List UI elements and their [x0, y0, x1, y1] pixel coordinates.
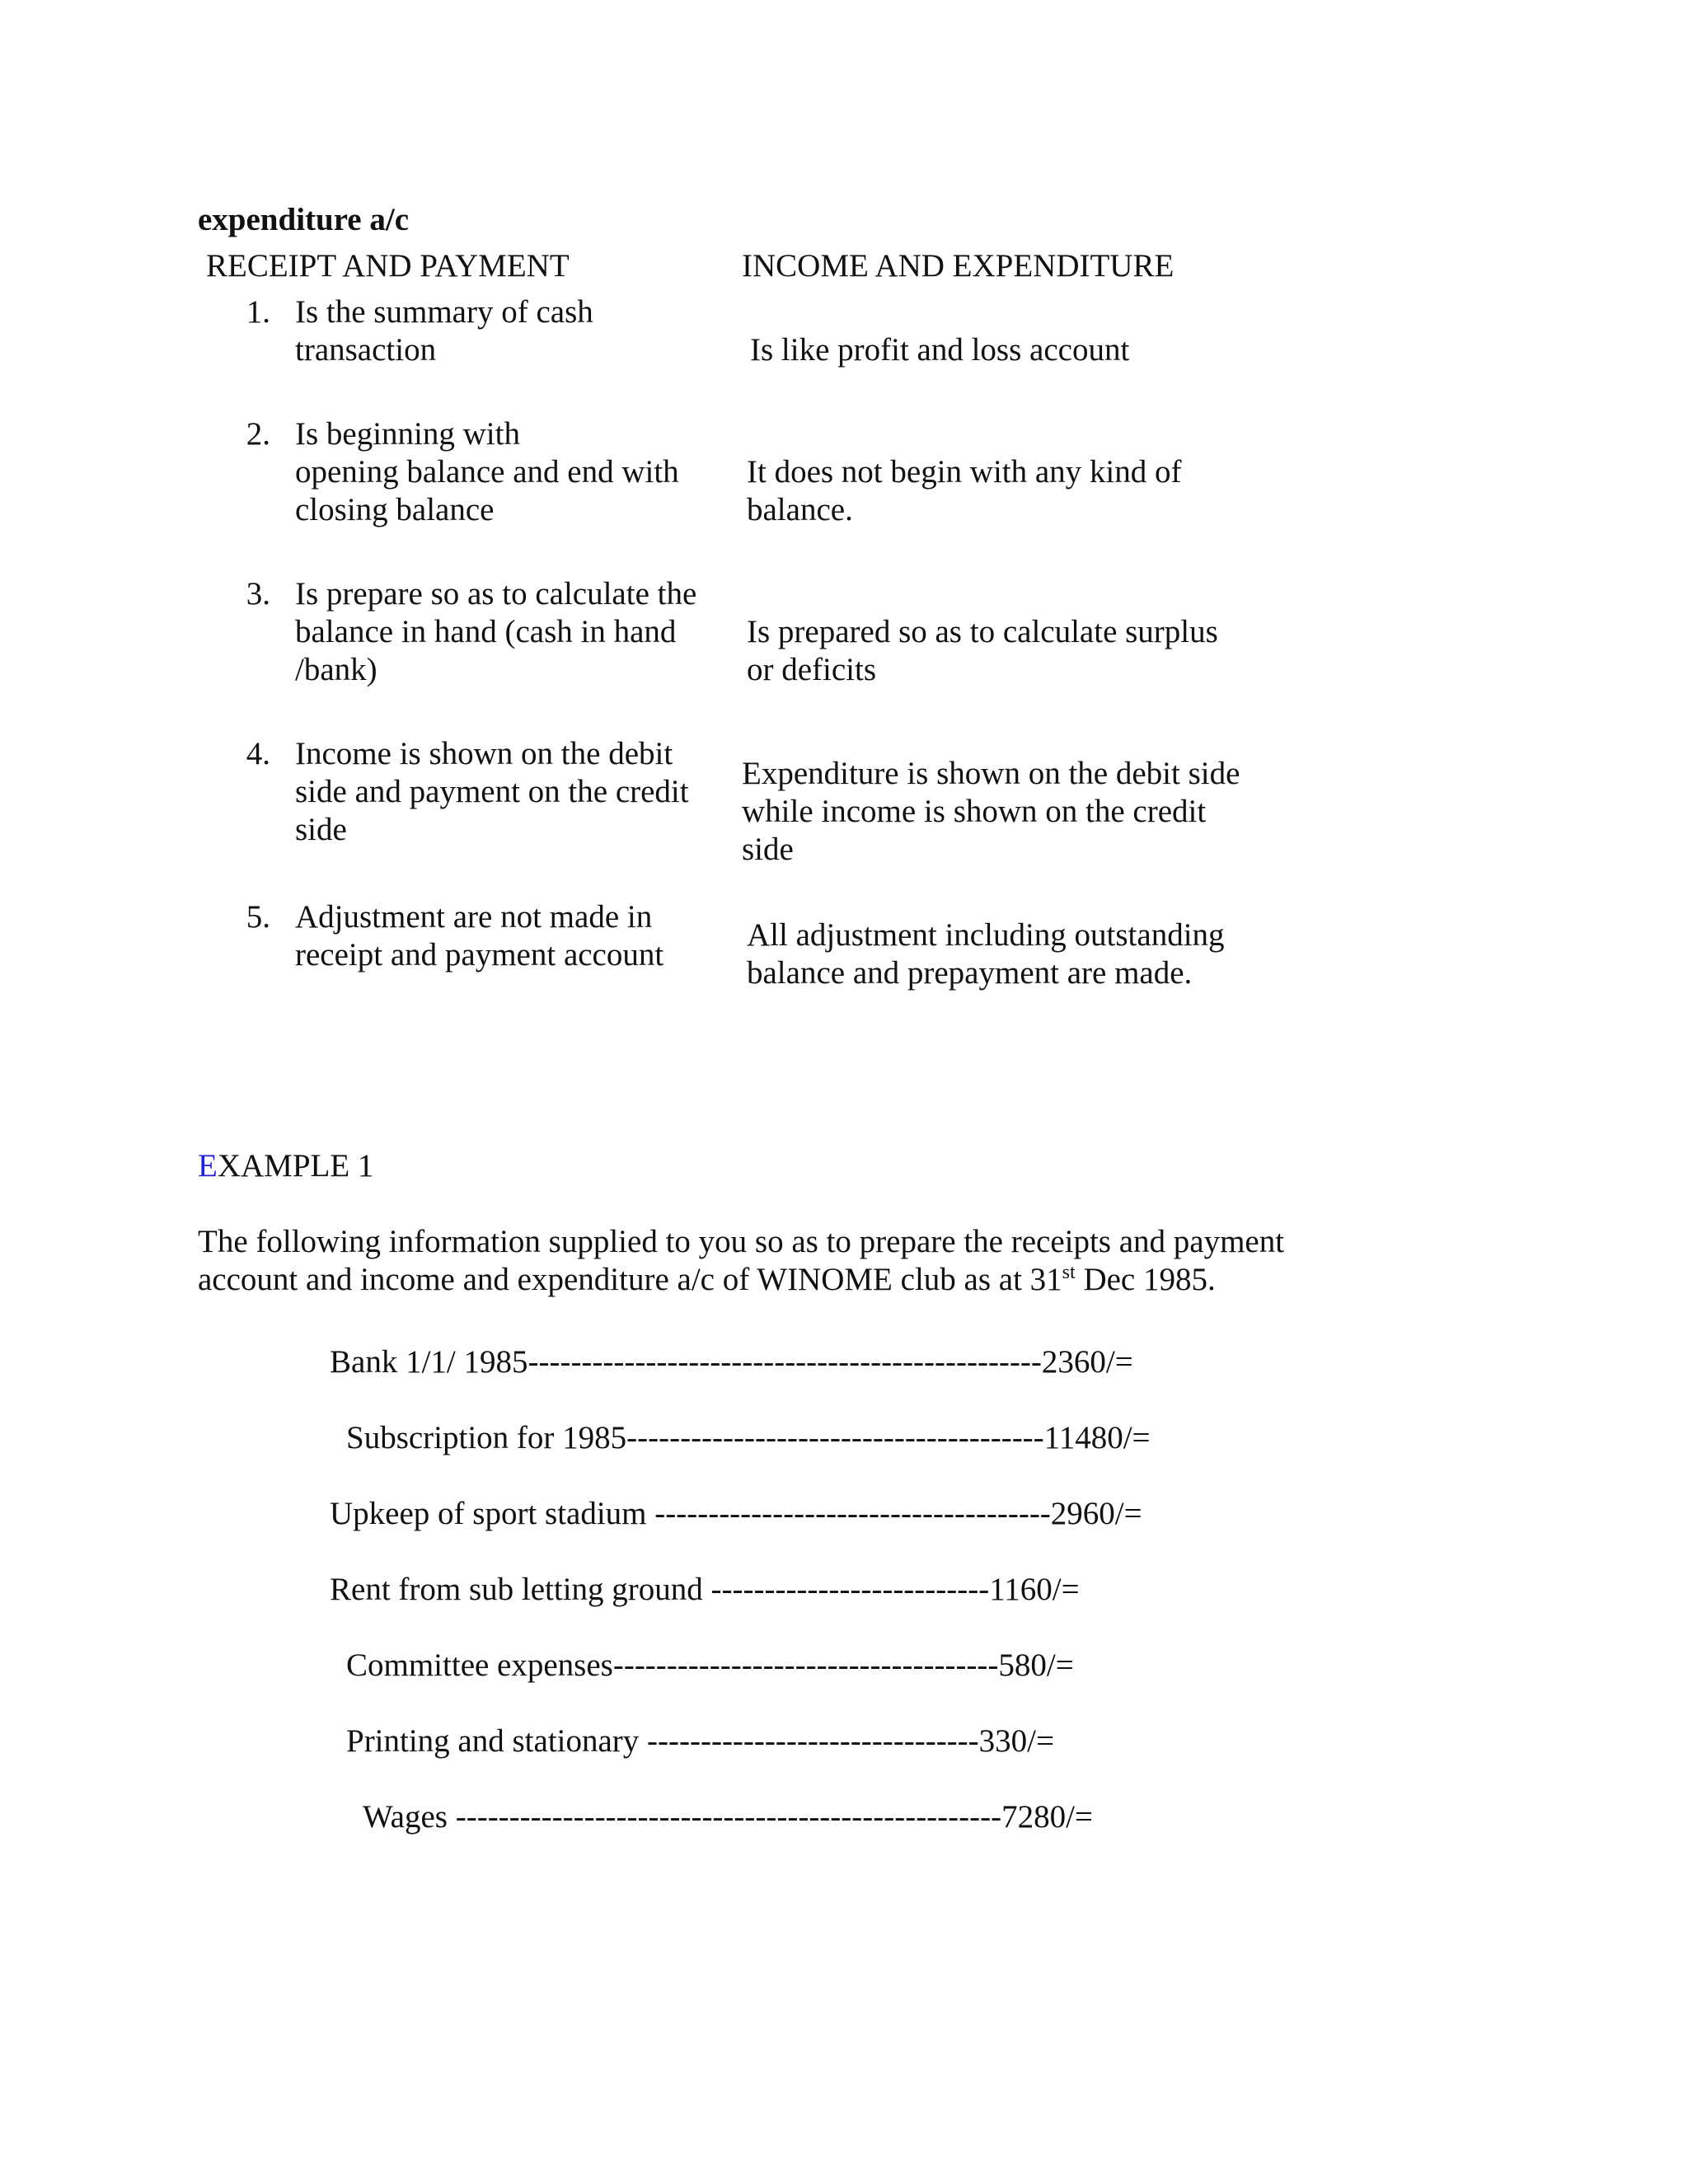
text-line: closing balance	[295, 492, 495, 527]
item-number-5: 5.	[246, 899, 270, 935]
text-line: side	[295, 812, 347, 847]
text-line: balance and prepayment are made.	[747, 955, 1193, 991]
text-line: Is prepared so as to calculate surplus	[747, 614, 1218, 649]
intro-line-2-start: account and income and expenditure a/c of WINOME club as at 31	[198, 1262, 1062, 1297]
text-line: balance in hand (cash in hand	[295, 614, 677, 649]
item-1-income-text	[750, 331, 1129, 369]
item-4-income-text	[742, 755, 1240, 869]
example-title-initial: E	[198, 1148, 218, 1183]
text-line: or deficits	[747, 652, 877, 687]
intro-line-2	[198, 1261, 1284, 1299]
ledger-item-committee: Committee expenses------------------------------------580/=	[346, 1647, 1074, 1683]
text-line: /bank)	[295, 652, 377, 687]
text-line: Is the summary of cash	[295, 294, 593, 330]
text-line: while income is shown on the credit	[742, 794, 1207, 829]
text-line: side	[742, 832, 794, 867]
ledger-item-bank: Bank 1/1/ 1985------------------------------------------------2360/=	[330, 1344, 1133, 1380]
section-heading: expenditure a/c	[198, 202, 410, 237]
example-intro-paragraph	[198, 1223, 1284, 1299]
text-line: opening balance and end with	[295, 454, 679, 490]
text-line: receipt and payment account	[295, 937, 664, 972]
intro-line-1: The following information supplied to you so as to prepare the receipts and payment	[198, 1224, 1285, 1259]
ledger-item-wages: Wages ---------------------------------------------------7280/=	[363, 1799, 1093, 1835]
text-line: side and payment on the credit	[295, 774, 689, 809]
text-line: All adjustment including outstanding	[747, 917, 1225, 953]
text-line: balance.	[747, 492, 853, 527]
text-line: Is beginning with	[295, 416, 520, 452]
text-line: Is like profit and loss account	[750, 332, 1130, 368]
ledger-item-subscription: Subscription for 1985---------------------------------------11480/=	[346, 1420, 1151, 1455]
text-line: It does not begin with any kind of	[747, 454, 1182, 490]
text-line: Income is shown on the debit	[295, 736, 673, 771]
intro-line-2-end: Dec 1985.	[1075, 1262, 1216, 1297]
item-1-receipt-text	[295, 293, 593, 369]
text-line: Expenditure is shown on the debit side	[742, 756, 1240, 791]
item-4-receipt-text	[295, 735, 689, 849]
text-line: Adjustment are not made in	[295, 899, 653, 935]
text-line: transaction	[295, 332, 437, 368]
item-5-income-text	[747, 916, 1225, 992]
intro-superscript: st	[1062, 1262, 1076, 1283]
column-header-receipt-payment: RECEIPT AND PAYMENT	[206, 248, 570, 284]
item-3-income-text	[747, 613, 1218, 689]
ledger-item-rent: Rent from sub letting ground --------------------------1160/=	[330, 1572, 1080, 1607]
item-5-receipt-text	[295, 898, 663, 974]
column-header-income-expenditure: INCOME AND EXPENDITURE	[742, 248, 1175, 284]
item-number-3: 3.	[246, 576, 270, 612]
item-2-receipt-text	[295, 415, 679, 529]
example-title	[198, 1147, 373, 1185]
ledger-item-upkeep: Upkeep of sport stadium -------------------------------------2960/=	[330, 1496, 1142, 1531]
item-number-4: 4.	[246, 736, 270, 771]
item-3-receipt-text	[295, 575, 696, 689]
example-title-rest: XAMPLE 1	[217, 1148, 374, 1183]
item-number-2: 2.	[246, 416, 270, 452]
item-number-1: 1.	[246, 294, 270, 330]
item-2-income-text	[747, 453, 1182, 529]
text-line: Is prepare so as to calculate the	[295, 576, 697, 612]
ledger-item-printing: Printing and stationary -------------------------------330/=	[346, 1723, 1054, 1759]
